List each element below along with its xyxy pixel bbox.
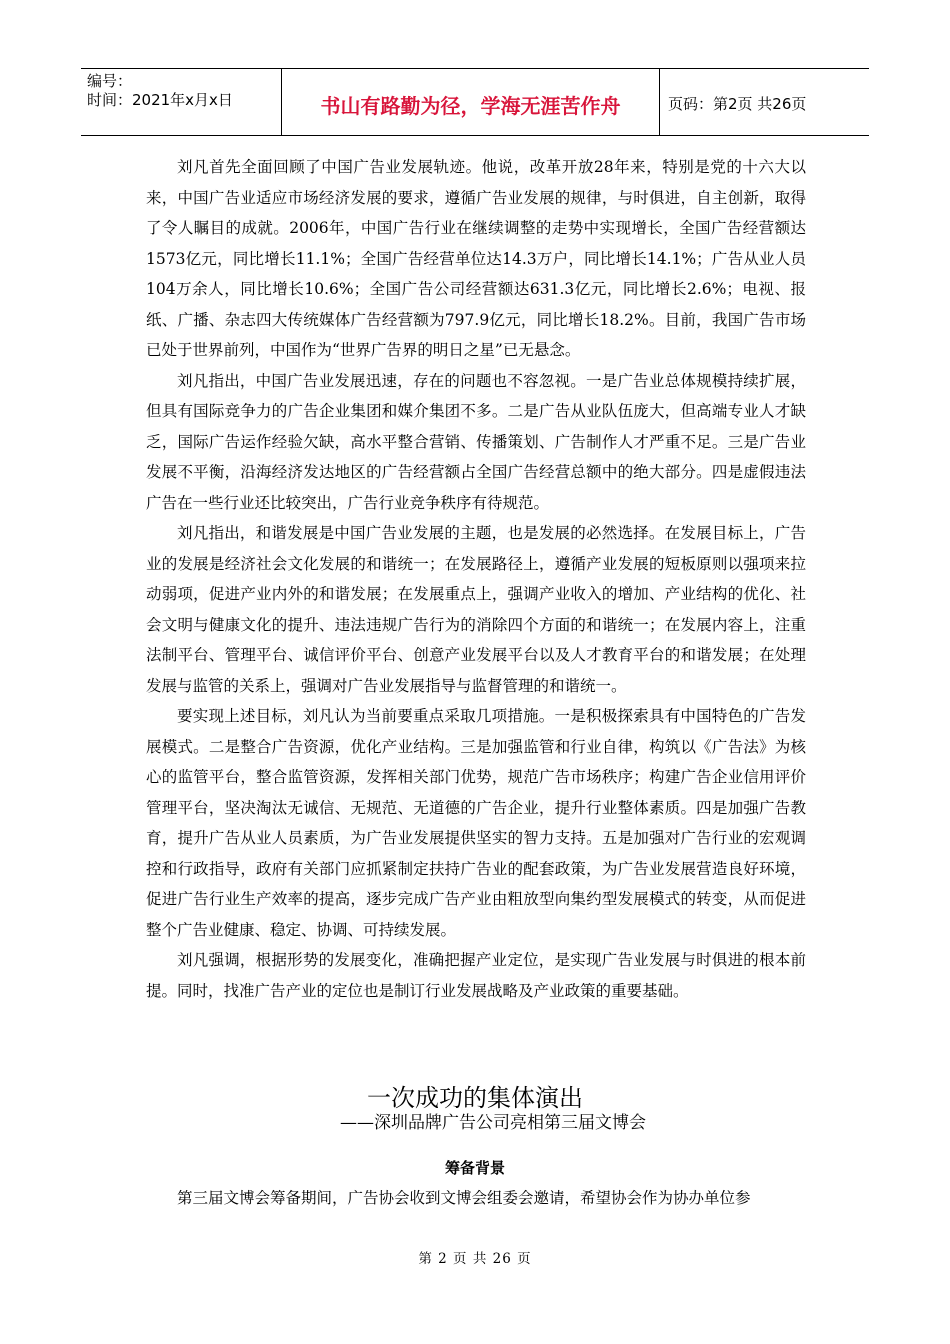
paragraph: 要实现上述目标，刘凡认为当前要重点采取几项措施。一是积极探索具有中国特色的广告发展模式。二是整合广告资源，优化产业结构。三是加强监管和行业自律，构筑以《广告法》为核心的监管平台，整合监管资源，发挥相关部门优势，规范广告市场秩序；构建广告企业信用评价管理平台，坚决淘汰无诚信、无规范、无道德的广告企业，提升行业整体素质。四是加强广告教育，提升广告从业人员素质，为广告业发展提供坚实的智力支持。五是加强对广告行业的宏观调控和行政指导，政府有关部门应抓紧制定扶持广告业的配套政策，为广告业发展营造良好环境，促进广告行业生产效率的提高，逐步完成广告产业由粗放型向集约型发展模式的转变，从而促进整个广告业健康、稳定、协调、可持续发展。 — [146, 707, 806, 939]
body-text — [146, 152, 806, 1006]
article-subtitle: ——深圳品牌广告公司亮相第三届文博会 — [340, 1113, 646, 1133]
article-title: 一次成功的集体演出 — [367, 1084, 583, 1112]
header-meta — [81, 69, 282, 135]
date-label: 时间：2021年x月x日 — [87, 91, 233, 109]
header-page-info: 页码：第2页 共26页 — [668, 94, 807, 113]
page-header — [81, 68, 869, 136]
paragraph: 刘凡指出，中国广告业发展迅速，存在的问题也不容忽视。一是广告业总体规模持续扩展，但具有国际竞争力的广告企业集团和媒介集团不多。二是广告从业队伍庞大，但高端专业人才缺乏，国际广告运作经验欠缺，高水平整合营销、传播策划、广告制作人才严重不足。三是广告业发展不平衡，沿海经济发达地区的广告经营额占全国广告经营总额中的绝大部分。四是虚假违法广告在一些行业还比较突出，广告行业竞争秩序有待规范。 — [146, 371, 806, 512]
number-label: 编号： — [87, 72, 133, 90]
section-paragraph: 第三届文博会筹备期间，广告协会收到文博会组委会邀请，希望协会作为协办单位参 — [177, 1189, 751, 1207]
paragraph: 刘凡首先全面回顾了中国广告业发展轨迹。他说，改革开放28年来，特别是党的十六大以来，中国广告业适应市场经济发展的要求，遵循广告业发展的规律，与时俱进，自主创新，取得了令人瞩目的成就。2006年，中国广告行业在继续调整的走势中实现增长，全国广告经营额达1573亿元，同比增长11.1%；全国广告经营单位达14.3万户，同比增长14.1%；广告从业人员104万余人，同比增长10.6%；全国广告公司经营额达631.3亿元，同比增长2.6%；电视、报纸、广播、杂志四大传统媒体广告经营额为797.9亿元，同比增长18.2%。目前，我国广告市场已处于世界前列，中国作为“世界广告界的明日之星”已无悬念。 — [146, 158, 806, 359]
header-motto: 书山有路勤为径，学海无涯苦作舟 — [282, 69, 660, 135]
paragraph: 刘凡强调，根据形势的发展变化，准确把握产业定位，是实现广告业发展与时俱进的根本前提。同时，找准广告产业的定位也是制订行业发展战略及产业政策的重要基础。 — [146, 951, 806, 1000]
paragraph: 刘凡指出，和谐发展是中国广告业发展的主题，也是发展的必然选择。在发展目标上，广告业的发展是经济社会文化发展的和谐统一；在发展路径上，遵循产业发展的短板原则以强项来拉动弱项，促进产业内外的和谐发展；在发展重点上，强调产业收入的增加、产业结构的优化、社会文明与健康文化的提升、违法违规广告行为的消除四个方面的和谐统一；在发展内容上，注重法制平台、管理平台、诚信评价平台、创意产业发展平台以及人才教育平台的和谐发展；在处理发展与监管的关系上，强调对广告业发展指导与监督管理的和谐统一。 — [146, 524, 806, 695]
page-footer: 第 2 页 共 26 页 — [418, 1251, 532, 1267]
section-heading: 筹备背景 — [444, 1159, 505, 1177]
